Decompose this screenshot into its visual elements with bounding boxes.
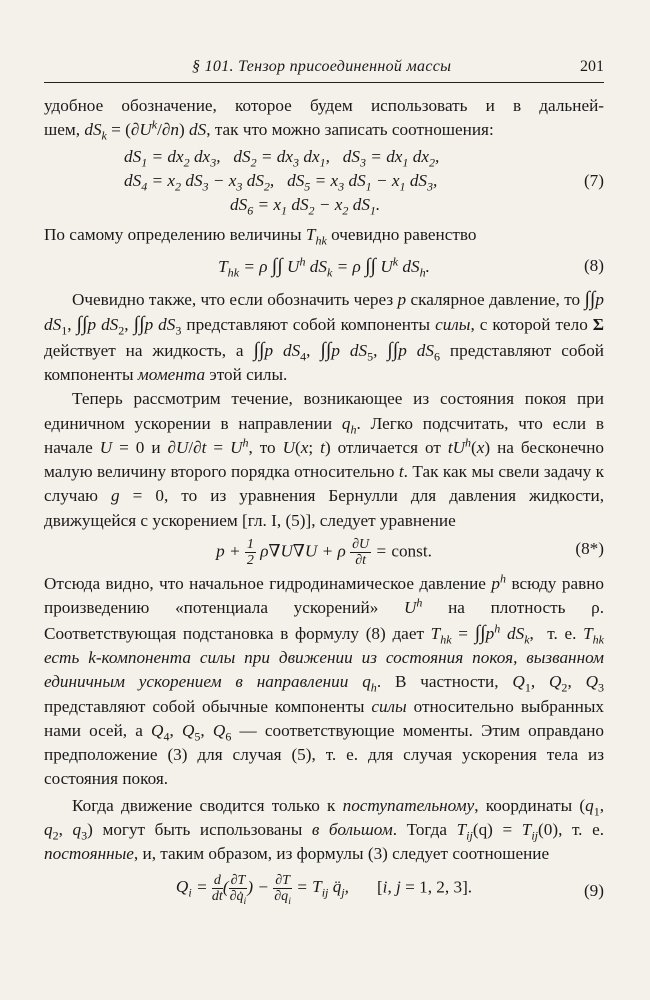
- eq9-number: (9): [583, 880, 604, 900]
- eq7-number: (7): [583, 170, 604, 190]
- header-title: § 101. Тензор присоединенной массы: [192, 58, 452, 75]
- d-dt-fraction: $\frac{d}{dt}$: [211, 872, 223, 904]
- half-fraction: $\frac{1}{2}$: [246, 537, 254, 569]
- para1-line1: удобное обозначение, которое будем использовать и в дальней-: [44, 96, 604, 115]
- eq8star-number: (8*): [575, 539, 604, 559]
- dU-dt-fraction: $\frac{\partial U}{\partial t}$: [352, 537, 370, 569]
- dT-dqdot-fraction: $\frac{\partial T}{\partial q̇_i}$: [229, 872, 247, 907]
- para1-line2: шем, $dS_k = (\partial U^k/\partial n)$ dS, так что можно записать соотношения:: [44, 117, 494, 143]
- para5: Отсюда видно, что начальное гидродинамическое давление $p^h$ всюду равно произведению «потенциала ускорений» $U^h$ на плотность ρ. Соответствующая подстановка в формулу (8) дает $T_{hk} = \int\int p^h$ $dS_k$, т. е. $T_{hk}$ есть k-компонента силы при движении из состояния покоя, вызванном единичным ускорением в направлении $q_h$. В частности, $Q_1$, $Q_2$, $Q_3$ представляют собой обычные компоненты силы относительно выбранных нами осей, а $Q_4$, $Q_5$, $Q_6$ — соответствующие моменты. Этим оправдано предположение (3) для случая (5), т. е. для случая ускорения тела из состояния покоя.: [44, 571, 605, 789]
- eq8-number: (8): [583, 255, 604, 275]
- para3: Очевидно также, что если обозначить через p скалярное давление, то ∫∫p $dS_1$, ∫∫p $dS_2$, ∫∫p $dS_3$ представляют собой компоненты силы, с которой тело Σ действует на жидкость, а ∫∫p $dS_4$, ∫∫p $dS_5$, ∫∫p $dS_6$ представляют собой компоненты момента этой силы.: [44, 288, 605, 384]
- equation-9: $Q_i$ = $\frac{d}{dt}$ ( $\frac{\partial T}{\partial q̇_i}$ ) − $\frac{\partial T}{\partial q_i}$ = $T_{ij}$ $q̈_j$, [i, j = 1, 2, 3]. (9): [175, 872, 604, 907]
- eq7-row1: $dS_1 = dx_2$ $dx_3$, $dS_2 = dx_3$ $dx_1$, $dS_3 = dx_1$ $dx_2$,: [124, 146, 440, 170]
- running-header: [44, 56, 604, 83]
- para6: Когда движение сводится только к поступательному, координаты ($q_1$, $q_2$, $q_3$) могут быть использованы в большом. Тогда $T_{ij}(q) = T_{ij}(0)$, т. е. постоянные, и, таким образом, из формулы (3) следует соотношение: [44, 795, 605, 864]
- page-body: [44, 94, 605, 907]
- dT-dq-fraction: $\frac{\partial T}{\partial q_i}$: [274, 872, 291, 907]
- equation-8: $T_{hk} = \rho$ ∫∫ $U^h$ $dS_k = \rho$ ∫∫ $U^k$ $dS_h$. (8): [218, 254, 604, 280]
- equation-8-star: p + $\frac{1}{2}$ ρ∇U∇U + ρ $\frac{\partial U}{\partial t}$ = const. (8*): [216, 537, 604, 569]
- para4: Теперь рассмотрим течение, возникающее из состояния покоя при единичном ускорении в направлении $q_h$. Легко подсчитать, что если в начале U = 0 и $\partial U/\partial t = U^h$, то U(x; t) отличается от $tU^h(x)$ на бесконечно малую величину второго порядка относительно t. Так как мы свели задачу к случаю g = 0, то из уравнения Бернулли для давления жидкости, движущейся с ускорением [гл. I, (5)], следует уравнение: [44, 389, 604, 530]
- equation-7: [44, 145, 604, 218]
- para2: По самому определению величины $T_{hk}$ очевидно равенство: [44, 225, 477, 248]
- eq7-row3: $dS_6 = x_1$ $dS_2 - x_2$ $dS_1$.: [230, 195, 381, 218]
- eq7-row2: $dS_4 = x_2$ $dS_3 - x_3$ $dS_2$, $dS_5 = x_3$ $dS_1 - x_1$ $dS_3$,: [124, 170, 438, 194]
- page-number: 201: [580, 58, 604, 75]
